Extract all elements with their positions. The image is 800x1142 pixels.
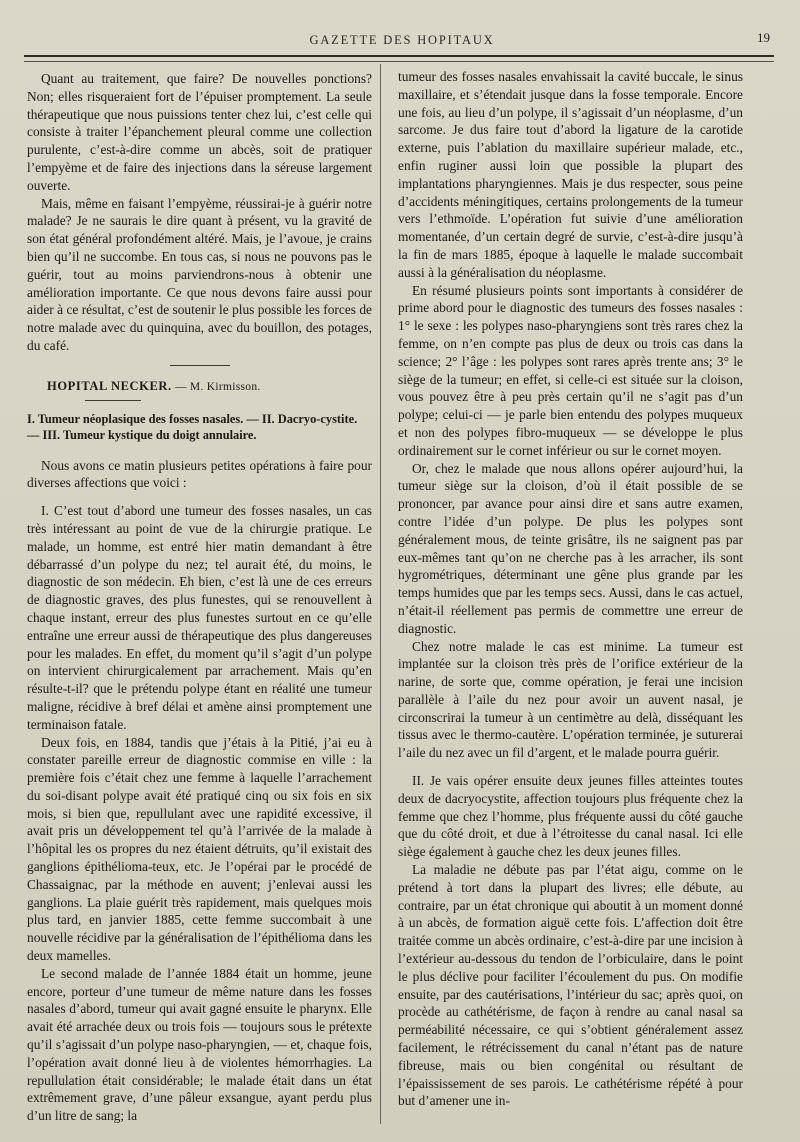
- paragraph: Chez notre malade le cas est minime. La tumeur est implantée sur la cloison très près de l’orifice extérieur de la narine, de sorte que, comme opération, je ferai une incision parallèle à l’aile du nez pour avoir un auvent nasal, je circonscrirai la tumeur à un centimètre au delà, disséquant les tissus avec le thermo-cautère. L’opération terminée, je suturerai l’aile du nez avec un fil d’argent, et le malade pourra guérir.: [398, 638, 743, 761]
- paragraph: Or, chez le malade que nous allons opérer aujourd’hui, la tumeur siège sur la cloison, d’où il était possible de se prononcer, par avance pour ainsi dire et sans autre examen, contre l’idée d’un polype. De plus les polypes sont généralement mous, de teinte grisâtre, ils ne saignent pas par eux-mêmes tant qu’on ne cherche pas à les arracher, ils sont hygrométriques, déterminant une gêne plus grande par les temps humides que par les temps secs. Aussi, dans le cas actuel, n’était-il réellement pas permis de commettre une erreur de diagnostic.: [398, 460, 743, 636]
- left-column: [27, 64, 372, 1125]
- paragraph: Nous avons ce matin plusieurs petites opérations à faire pour diverses affections que voici :: [27, 457, 372, 491]
- paragraph: tumeur des fosses nasales envahissait la cavité buccale, le sinus maxillaire, et s’étendait jusque dans la fosse temporale. Encore une fois, au lieu d’un polype, il s’agissait d’un néoplasme, d’un sarcome. Je dus faire tout d’abord la ligature de la carotide externe, puis l’ablation du maxillaire supérieur malade, etc., enfin ruginer aussi loin que possible la plupart des implantations pharyngiennes. Mais je dus respecter, sous peine d’accidents méningitiques, certains prolongements de la tumeur vers l’ethmoïde. L’opération fut suivie d’une amélioration momentanée, d’un certain degré de survie, c’est-à-dire jusqu’à la fin de mars 1885, époque à laquelle le malade succombait aussi à la généralisation du néoplasme.: [398, 69, 743, 280]
- section-title: [47, 378, 372, 397]
- paragraph: II. Je vais opérer ensuite deux jeunes filles atteintes toutes deux de dacryocystite, affection toujours plus fréquente chez la femme que chez l’homme, plus fréquente aussi du côté gauche que du côté droit, et due à l’étroitesse du canal nasal. Ici elle siège également à gauche chez les deux jeunes filles.: [398, 773, 743, 860]
- journal-title: GAZETTE DES HOPITAUX: [309, 33, 495, 47]
- section-title-underline: [85, 400, 141, 401]
- paragraph: I. C’est tout d’abord une tumeur des fosses nasales, un cas très intéressant au point de vue de la chirurgie pratique. Le malade, un homme, est entré hier matin demandant à être débarrassé d’un polype du nez; tel aurait été, du moins, le diagnostic de son médecin. Eh bien, c’est là une de ces erreurs de diagnostic graves, des plus funestes, qui se renouvellent à chaque instant, erreur des plus funestes surtout en ce qu’elle entraîne une erreur aussi de thérapeutique des plus dangereuses pour les malades. En effet, du moment qu’il s’agit d’un polype on intervient chirurgicalement par arrachement. Mais qu’en résulte-t-il? que le prétendu polype étant en réalité une tumeur maligne, récidive à bref délai et amène ainsi promptement une terminaison fatale.: [27, 503, 372, 732]
- column-divider: [380, 64, 381, 1124]
- section-separator: [170, 365, 230, 366]
- paragraph: Mais, même en faisant l’empyème, réussirai-je à guérir notre malade? Je ne saurais le dire quant à présent, vu la gravité de son état général profondément altéré. Mais, je l’avoue, je crains bien qu’il ne succombe. En tous cas, si nous ne pouvons pas le guérir, tout au moins parviendrons-nous à obtenir une amélioration importante. Ce que nous devons faire aussi pour aider à ce résultat, c’est de soutenir le plus possible les forces de notre malade avec du quinquina, avec du bouillon, des potages, du café.: [27, 195, 372, 353]
- hospital-name: HOPITAL NECKER.: [47, 378, 172, 393]
- paragraph: Quant au traitement, que faire? De nouvelles ponctions? Non; elles risqueraient fort de l’épuiser promptement. La seule thérapeutique que nous puissions tenter chez lui, c’est celle qui consiste à traiter l’épanchement pleural comme une collection purulente, c’est-à-dire comme un abcès, soit de pratiquer l’empyème et de faire des injections dans la séreuse largement ouverte.: [27, 71, 372, 193]
- page-header: [24, 30, 780, 50]
- paragraph: Deux fois, en 1884, tandis que j’étais à la Pitié, j’ai eu à constater pareille erreur de diagnostic commise en ville : la première fois c’était chez une femme à laquelle l’arrachement du soi-disant polype avait été pratiqué cinq ou six fois en six mois, si bien que, repullulant avec une rapidité excessive, il avait pris un développement tel qu’à l’arrivée de la malade à l’hôpital les os propres du nez étaient détruits, qu’il existait des ganglions épithélioma-teux, etc. Je l’opérai par le procédé de Chassaignac, par la méthode en auvent; j’enlevai aussi les ganglions. La plaie guérit très rapidement, mais quelques mois plus tard, en janvier 1885, cette femme succombait à une nouvelle récidive par la généralisation de l’épithélioma dans les deux mamelles.: [27, 734, 372, 964]
- page-number: 19: [757, 30, 770, 45]
- header-rule-thick: [24, 55, 774, 57]
- right-column: [398, 64, 743, 1110]
- paragraph: La maladie ne débute pas par l’état aigu, comme on le prétend à tort dans la plupart des livres; elle débute, au contraire, par un état chronique qui aboutit à un moment donné à un abcès, de formation aiguë cette fois. L’affection doit être traitée comme un abcès ordinaire, c’est-à-dire par une incision à l’extérieur au-dessous du tendon de l’orbiculaire, dans le point le plus déclive pour faciliter l’écoulement du pus. On modifie ensuite, par des cautérisations, l’intérieur du sac; après quoi, on procède au cathétérisme, de façon à rendre au canal nasal sa perméabilité nécessaire, ce qui s’obtient généralement assez facilement, le rétrécissement du canal n’étant pas de nature fibreuse, mais ou bien congénital ou résultant de l’épaississement de ses parois. Le cathétérisme répété à pour but d’amener une in-: [398, 862, 743, 1109]
- article-subtitle: I. Tumeur néoplasique des fosses nasales. — II. Dacryo-cystite. — III. Tumeur kystique du doigt annulaire.: [27, 411, 358, 442]
- paragraph: En résumé plusieurs points sont importants à considérer de prime abord pour le diagnostic des tumeurs des fosses nasales : 1° le sexe : les polypes naso-pharyngiens sont très rares chez la femme, on n’en compte pas plus de deux ou trois cas dans la science; 2° l’âge : les polypes sont rares après trente ans; 3° le siège de la tumeur; en effet, si celle-ci est située sur la cloison, vous pouvez être à peu près certain qu’il ne s’agit pas d’un polype; celui-ci — je parle bien entendu des polypes muqueux et non des polypes fibro-muqueux — se développe le plus ordinairement sur le cornet inférieur ou sur le cornet moyen.: [398, 282, 743, 458]
- section-author: — M. Kirmisson.: [171, 380, 261, 393]
- header-rule-thin: [24, 61, 774, 62]
- paragraph: Le second malade de l’année 1884 était un homme, jeune encore, porteur d’une tumeur de même nature dans les fosses nasales d’abord, tumeur qui avait gagné ensuite le pharynx. Elle avait été arrachée deux ou trois fois — toujours sous le prétexte qu’il s’agissait d’un polype naso-pharyngien, — et, chaque fois, l’opération avait donné lieu à de violentes hémorrhagies. La repullulation était considérable; le malade était dans un état extrêmement grave, d’une pâleur exsangue, ayant perdu plus d’un litre de sang; la: [27, 965, 372, 1124]
